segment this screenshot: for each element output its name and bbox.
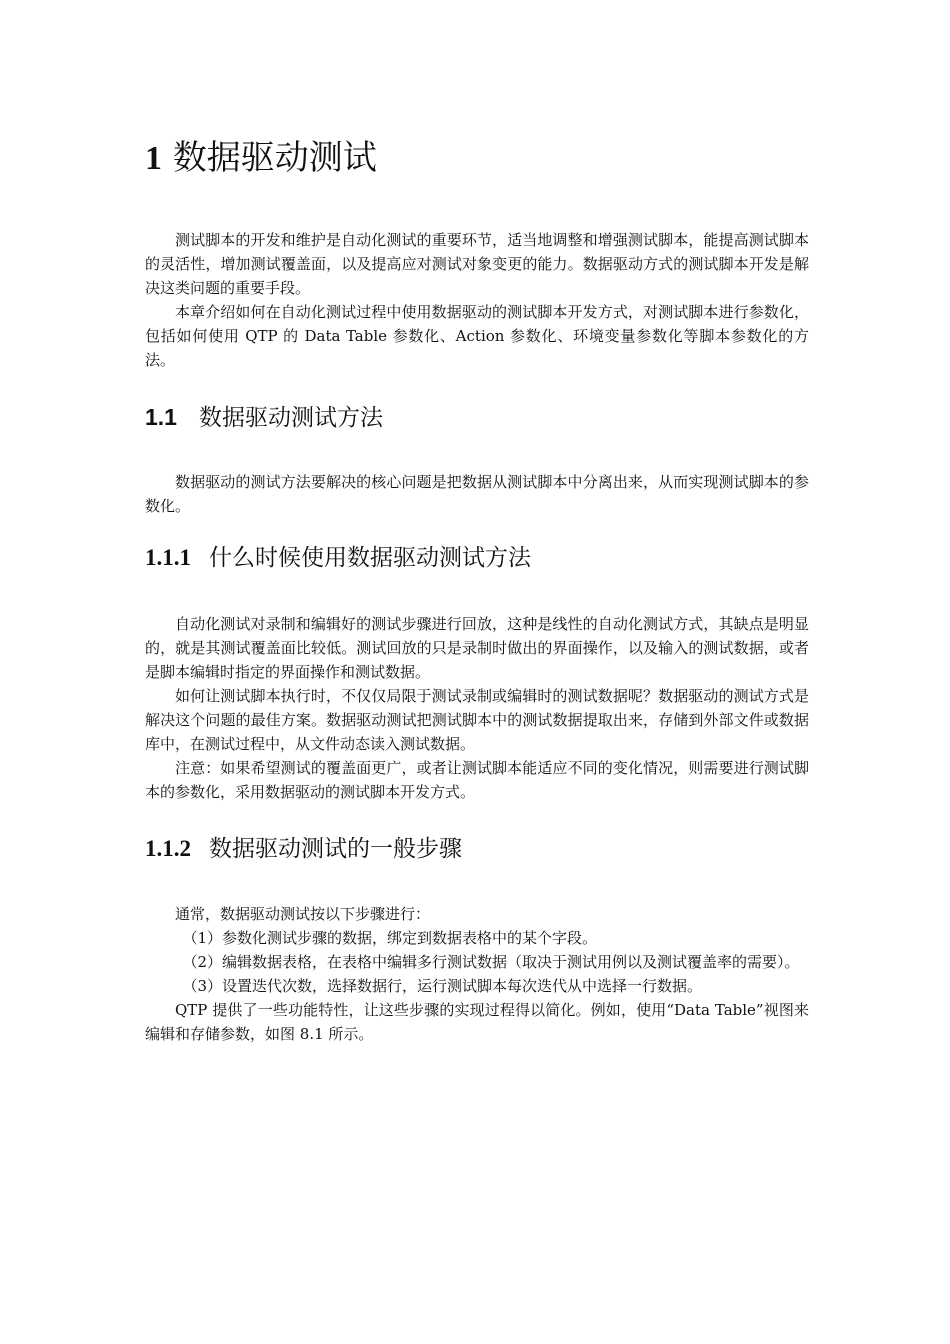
section-1-1-paragraph: 数据驱动的测试方法要解决的核心问题是把数据从测试脚本中分离出来，从而实现测试脚本的参数化。: [145, 473, 809, 515]
chapter-title: [145, 136, 377, 181]
section-1-1-1-note: 注意：如果希望测试的覆盖面更广，或者让测试脚本能适应不同的变化情况，则需要进行测试脚本的参数化，采用数据驱动的测试脚本开发方式。: [145, 759, 809, 801]
step-1: （1）参数化测试步骤的数据，绑定到数据表格中的某个字段。: [182, 929, 598, 947]
intro-paragraph-1: 测试脚本的开发和维护是自动化测试的重要环节，适当地调整和增强测试脚本，能提高测试脚本的灵活性，增加测试覆盖面，以及提高应对测试对象变更的能力。数据驱动方式的测试脚本开发是解决这类问题的重要手段。: [145, 231, 809, 297]
intro-paragraph-2: 本章介绍如何在自动化测试过程中使用数据驱动的测试脚本开发方式，对测试脚本进行参数化，包括如何使用 QTP 的 Data Table 参数化、Action 参数化、环境变量参数化等脚本参数化的方法。: [145, 303, 809, 369]
section-1-1-1-paragraph-1: 自动化测试对录制和编辑好的测试步骤进行回放，这种是线性的自动化测试方式，其缺点是明显的，就是其测试覆盖面比较低。测试回放的只是录制时做出的界面操作，以及输入的测试数据，或者是脚本编辑时指定的界面操作和测试数据。: [145, 615, 809, 681]
section-1-1-1-paragraph-2: 如何让测试脚本执行时，不仅仅局限于测试录制或编辑时的测试数据呢？数据驱动的测试方式是解决这个问题的最佳方案。数据驱动测试把测试脚本中的测试数据提取出来，存储到外部文件或数据库中，在测试过程中，从文件动态读入测试数据。: [145, 687, 809, 753]
section-title: 什么时候使用数据驱动测试方法: [209, 545, 531, 571]
step-3: （3）设置迭代次数，选择数据行，运行测试脚本每次迭代从中选择一行数据。: [182, 977, 703, 995]
section-title: 数据驱动测试的一般步骤: [209, 836, 462, 862]
section-number: 1.1.1: [145, 545, 191, 570]
section-title: 数据驱动测试方法: [198, 404, 383, 430]
section-heading-1-1-2: [145, 834, 462, 864]
section-1-1-2-paragraph-1: 通常，数据驱动测试按以下步骤进行：: [175, 905, 431, 923]
section-1-1-2-paragraph-2: QTP 提供了一些功能特性，让这些步骤的实现过程得以简化。例如，使用“Data Table”视图来编辑和存储参数，如图 8.1 所示。: [145, 1001, 809, 1043]
chapter-title-text: 数据驱动测试: [172, 138, 377, 178]
section-1-1-1-body: [145, 612, 809, 804]
step-2: （2）编辑数据表格，在表格中编辑多行测试数据（取决于测试用例以及测试覆盖率的需要）。: [182, 953, 800, 971]
intro-section: [145, 228, 809, 372]
section-1-1-2-body: [145, 902, 809, 1046]
chapter-number: 1: [145, 140, 162, 177]
section-1-1-body: [145, 470, 809, 518]
section-heading-1-1-1: [145, 543, 531, 573]
section-heading-1-1: [145, 402, 383, 432]
section-number: 1.1.2: [145, 836, 191, 861]
section-number: 1.1: [145, 404, 177, 430]
